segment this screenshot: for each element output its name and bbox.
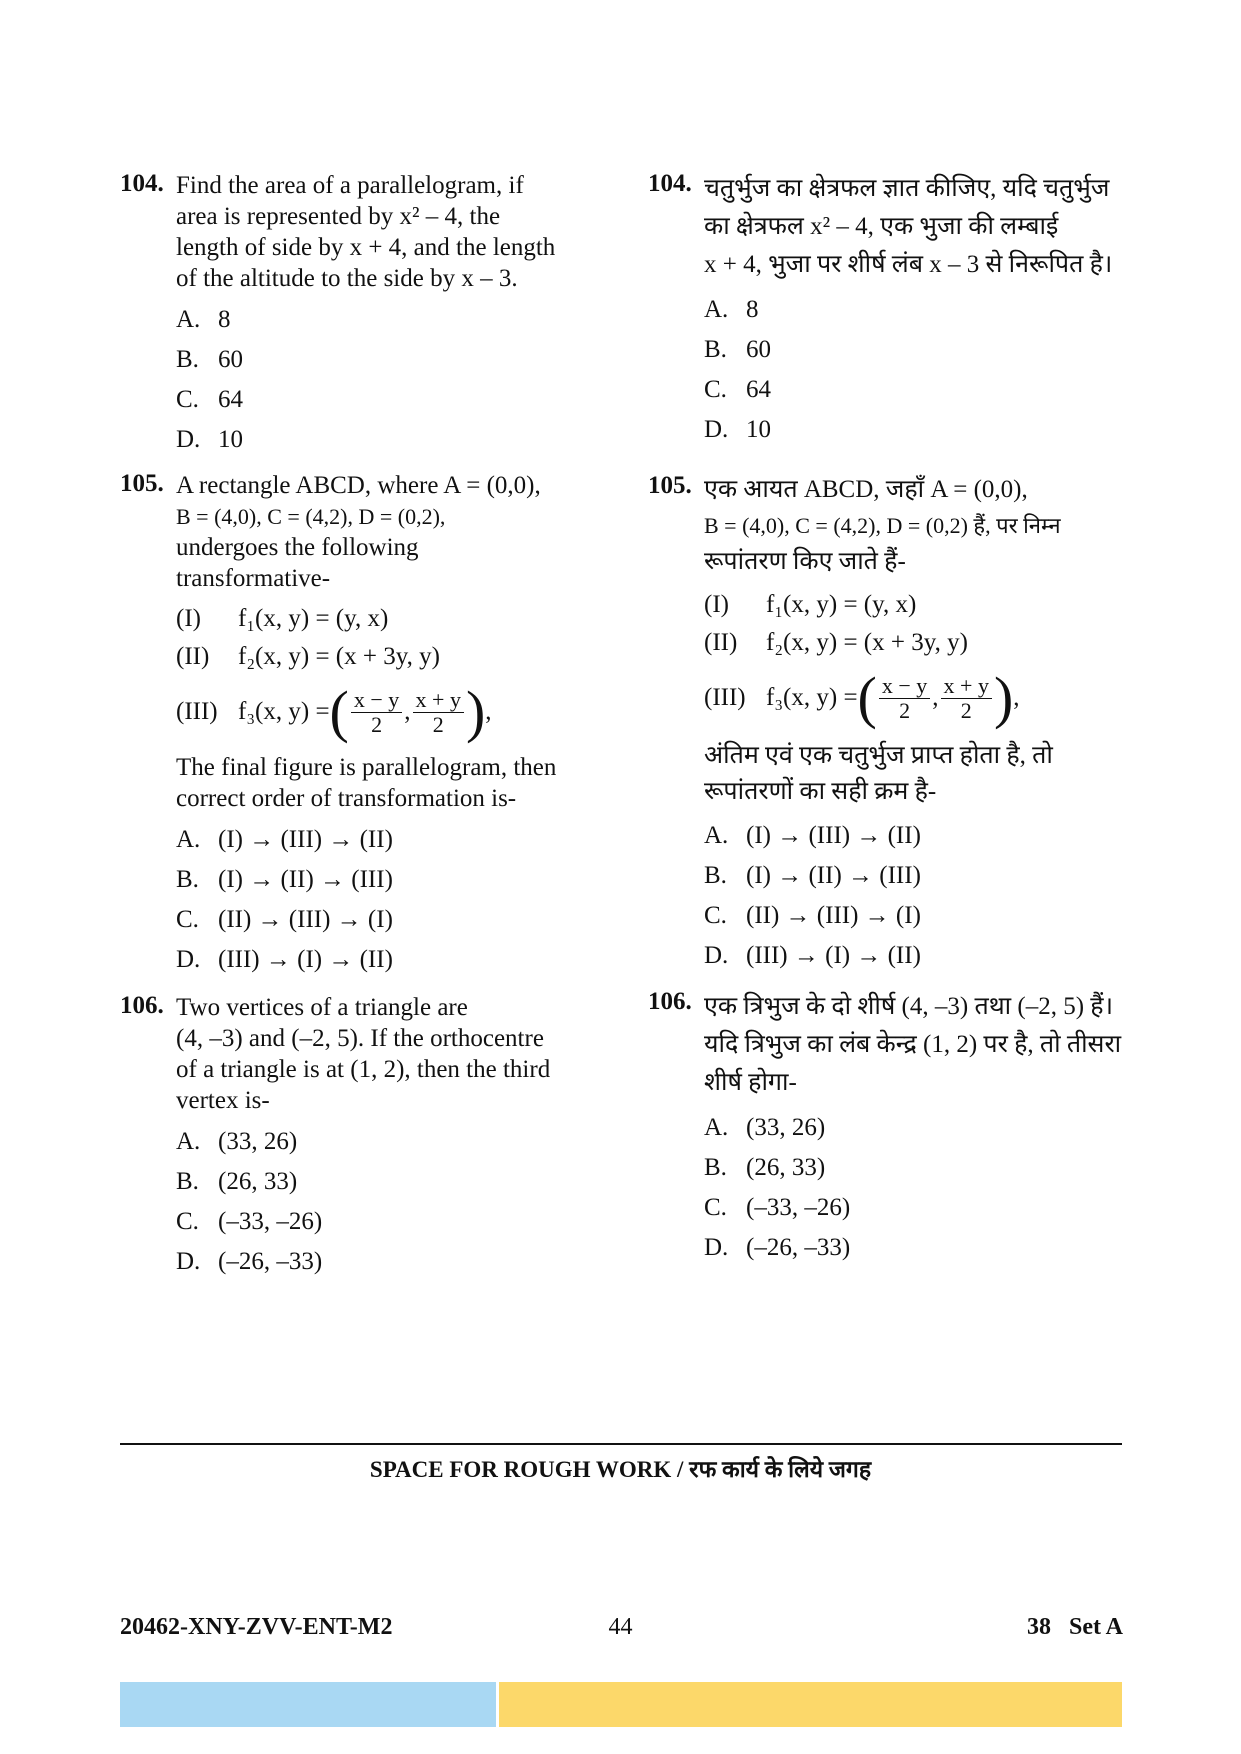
stem-line: correct order of transformation is- bbox=[176, 785, 517, 812]
option-d[interactable]: D. 10 bbox=[704, 416, 771, 443]
option-c[interactable]: C. 64 bbox=[176, 386, 243, 413]
options-list bbox=[704, 816, 1128, 976]
right-paren-icon: ) bbox=[465, 679, 486, 744]
option-c[interactable]: C. 64 bbox=[704, 376, 771, 403]
transformation-3: (III) f₃(x, y) = ( $\frac{x - y}{2}$ , $\frac{x + y}{2}$ ) , bbox=[176, 679, 492, 744]
stem-line: (4, –3) and (–2, 5). If the orthocentre bbox=[176, 1025, 544, 1052]
stem-line: Find the area of a parallelogram, if bbox=[176, 172, 524, 199]
transformations bbox=[176, 600, 620, 748]
question-tail bbox=[176, 752, 620, 814]
stem-line: रूपांतरण किए जाते हैं- bbox=[704, 548, 906, 575]
option-c[interactable]: C. (–33, –26) bbox=[704, 1194, 851, 1221]
options-list bbox=[176, 300, 620, 460]
question-stem bbox=[704, 170, 1128, 284]
question-stem bbox=[176, 992, 620, 1116]
options-list bbox=[704, 1108, 1128, 1268]
left-paren-icon: ( bbox=[857, 665, 877, 730]
question-106 bbox=[120, 992, 620, 1282]
transformations bbox=[704, 586, 1128, 734]
stem-line: A rectangle ABCD, where A = (0,0), bbox=[176, 472, 541, 499]
question-104 bbox=[120, 170, 620, 460]
stem-line: of a triangle is at (1, 2), then the third bbox=[176, 1056, 551, 1083]
fraction: $\frac{x + y}{2}$ bbox=[941, 674, 992, 723]
transformation-1: (I) f₁(x, y) = (y, x) bbox=[176, 605, 389, 632]
rough-work-label: SPACE FOR ROUGH WORK / रफ कार्य के लिये जगह bbox=[369, 1457, 872, 1482]
option-b[interactable]: B. (I) → (II) → (III) bbox=[176, 866, 393, 893]
option-b[interactable]: B. (26, 33) bbox=[704, 1154, 826, 1181]
question-tail bbox=[704, 738, 1128, 810]
stem-line: vertex is- bbox=[176, 1087, 270, 1114]
question-stem bbox=[704, 472, 1128, 580]
option-a[interactable]: A. (I) → (III) → (II) bbox=[176, 826, 393, 853]
footer-bar-blue bbox=[120, 1682, 496, 1727]
transformation-3: (III) f₃(x, y) = ( $\frac{x - y}{2}$ , $\frac{x + y}{2}$ ) , bbox=[704, 665, 1020, 730]
stem-line: length of side by x + 4, and the length bbox=[176, 234, 556, 261]
transformation-2: (II) f₂(x, y) = (x + 3y, y) bbox=[176, 643, 440, 670]
options-list bbox=[176, 820, 620, 980]
stem-line: transformative- bbox=[176, 565, 331, 592]
english-column bbox=[120, 170, 620, 1282]
option-b[interactable]: B. 60 bbox=[176, 346, 243, 373]
option-c[interactable]: C. (II) → (III) → (I) bbox=[176, 906, 393, 933]
transformation-1: (I) f₁(x, y) = (y, x) bbox=[704, 591, 917, 618]
question-105-hindi bbox=[648, 472, 1128, 976]
fraction: $\frac{x - y}{2}$ bbox=[879, 674, 930, 723]
stem-line: एक आयत ABCD, जहाँ A = (0,0), bbox=[704, 476, 1028, 503]
option-c[interactable]: C. (–33, –26) bbox=[176, 1208, 323, 1235]
option-b[interactable]: B. (I) → (II) → (III) bbox=[704, 862, 921, 889]
question-number: 105. bbox=[120, 470, 164, 497]
question-105 bbox=[120, 470, 620, 980]
question-stem bbox=[704, 988, 1128, 1102]
question-104-hindi bbox=[648, 170, 1128, 450]
question-number: 106. bbox=[648, 988, 692, 1015]
footer-divider bbox=[120, 1443, 1122, 1445]
stem-line: of the altitude to the side by x – 3. bbox=[176, 265, 518, 292]
stem-line: x + 4, भुजा पर शीर्ष लंब x – 3 से निरूपित है। bbox=[704, 251, 1113, 278]
options-list bbox=[176, 1122, 620, 1282]
option-d[interactable]: D. (III) → (I) → (II) bbox=[704, 942, 921, 969]
page-number: 44 bbox=[608, 1614, 633, 1640]
fraction: $\frac{x - y}{2}$ bbox=[351, 688, 402, 737]
fraction: $\frac{x + y}{2}$ bbox=[413, 688, 464, 737]
stem-line: अंतिम एवं एक चतुर्भुज प्राप्त होता है, तो bbox=[704, 742, 1053, 769]
option-b[interactable]: B. 60 bbox=[704, 336, 771, 363]
question-106-hindi bbox=[648, 988, 1128, 1268]
stem-line: area is represented by x² – 4, the bbox=[176, 203, 501, 230]
stem-line: शीर्ष होगा- bbox=[704, 1069, 797, 1096]
options-list bbox=[704, 290, 1128, 450]
right-paren-icon: ) bbox=[993, 665, 1014, 730]
option-d[interactable]: D. (–26, –33) bbox=[176, 1248, 323, 1275]
question-stem bbox=[176, 470, 620, 594]
left-paren-icon: ( bbox=[329, 679, 349, 744]
footer-bar-yellow bbox=[499, 1682, 1122, 1727]
stem-line: The final figure is parallelogram, then bbox=[176, 754, 557, 781]
question-number: 105. bbox=[648, 472, 692, 499]
option-a[interactable]: A. 8 bbox=[176, 306, 231, 333]
hindi-column bbox=[648, 170, 1128, 1268]
option-a[interactable]: A. 8 bbox=[704, 296, 759, 323]
set-label: 38 Set A bbox=[1027, 1614, 1123, 1640]
stem-line: का क्षेत्रफल x² – 4, एक भुजा की लम्बाई bbox=[704, 213, 1059, 240]
option-b[interactable]: B. (26, 33) bbox=[176, 1168, 298, 1195]
paper-code: 20462-XNY-ZVV-ENT-M2 bbox=[120, 1614, 393, 1640]
question-number: 106. bbox=[120, 992, 164, 1019]
option-d[interactable]: D. (–26, –33) bbox=[704, 1234, 851, 1261]
stem-line: Two vertices of a triangle are bbox=[176, 994, 468, 1021]
transformation-2: (II) f₂(x, y) = (x + 3y, y) bbox=[704, 629, 968, 656]
option-d[interactable]: D. (III) → (I) → (II) bbox=[176, 946, 393, 973]
stem-line: रूपांतरणों का सही क्रम है- bbox=[704, 778, 937, 805]
question-stem bbox=[176, 170, 620, 294]
option-a[interactable]: A. (I) → (III) → (II) bbox=[704, 822, 921, 849]
stem-line: undergoes the following bbox=[176, 534, 419, 561]
stem-line: यदि त्रिभुज का लंब केन्द्र (1, 2) पर है, तो तीसरा bbox=[704, 1031, 1122, 1058]
stem-line: चतुर्भुज का क्षेत्रफल ज्ञात कीजिए, यदि चतुर्भुज bbox=[704, 175, 1110, 202]
stem-line: एक त्रिभुज के दो शीर्ष (4, –3) तथा (–2, 5) हैं। bbox=[704, 993, 1114, 1020]
stem-line: B = (4,0), C = (4,2), D = (0,2) हैं, पर निम्न bbox=[704, 513, 1061, 538]
option-d[interactable]: D. 10 bbox=[176, 426, 243, 453]
option-c[interactable]: C. (II) → (III) → (I) bbox=[704, 902, 921, 929]
stem-line: B = (4,0), C = (4,2), D = (0,2), bbox=[176, 504, 446, 529]
question-number: 104. bbox=[648, 170, 692, 197]
option-a[interactable]: A. (33, 26) bbox=[704, 1114, 826, 1141]
question-number: 104. bbox=[120, 170, 164, 197]
option-a[interactable]: A. (33, 26) bbox=[176, 1128, 298, 1155]
